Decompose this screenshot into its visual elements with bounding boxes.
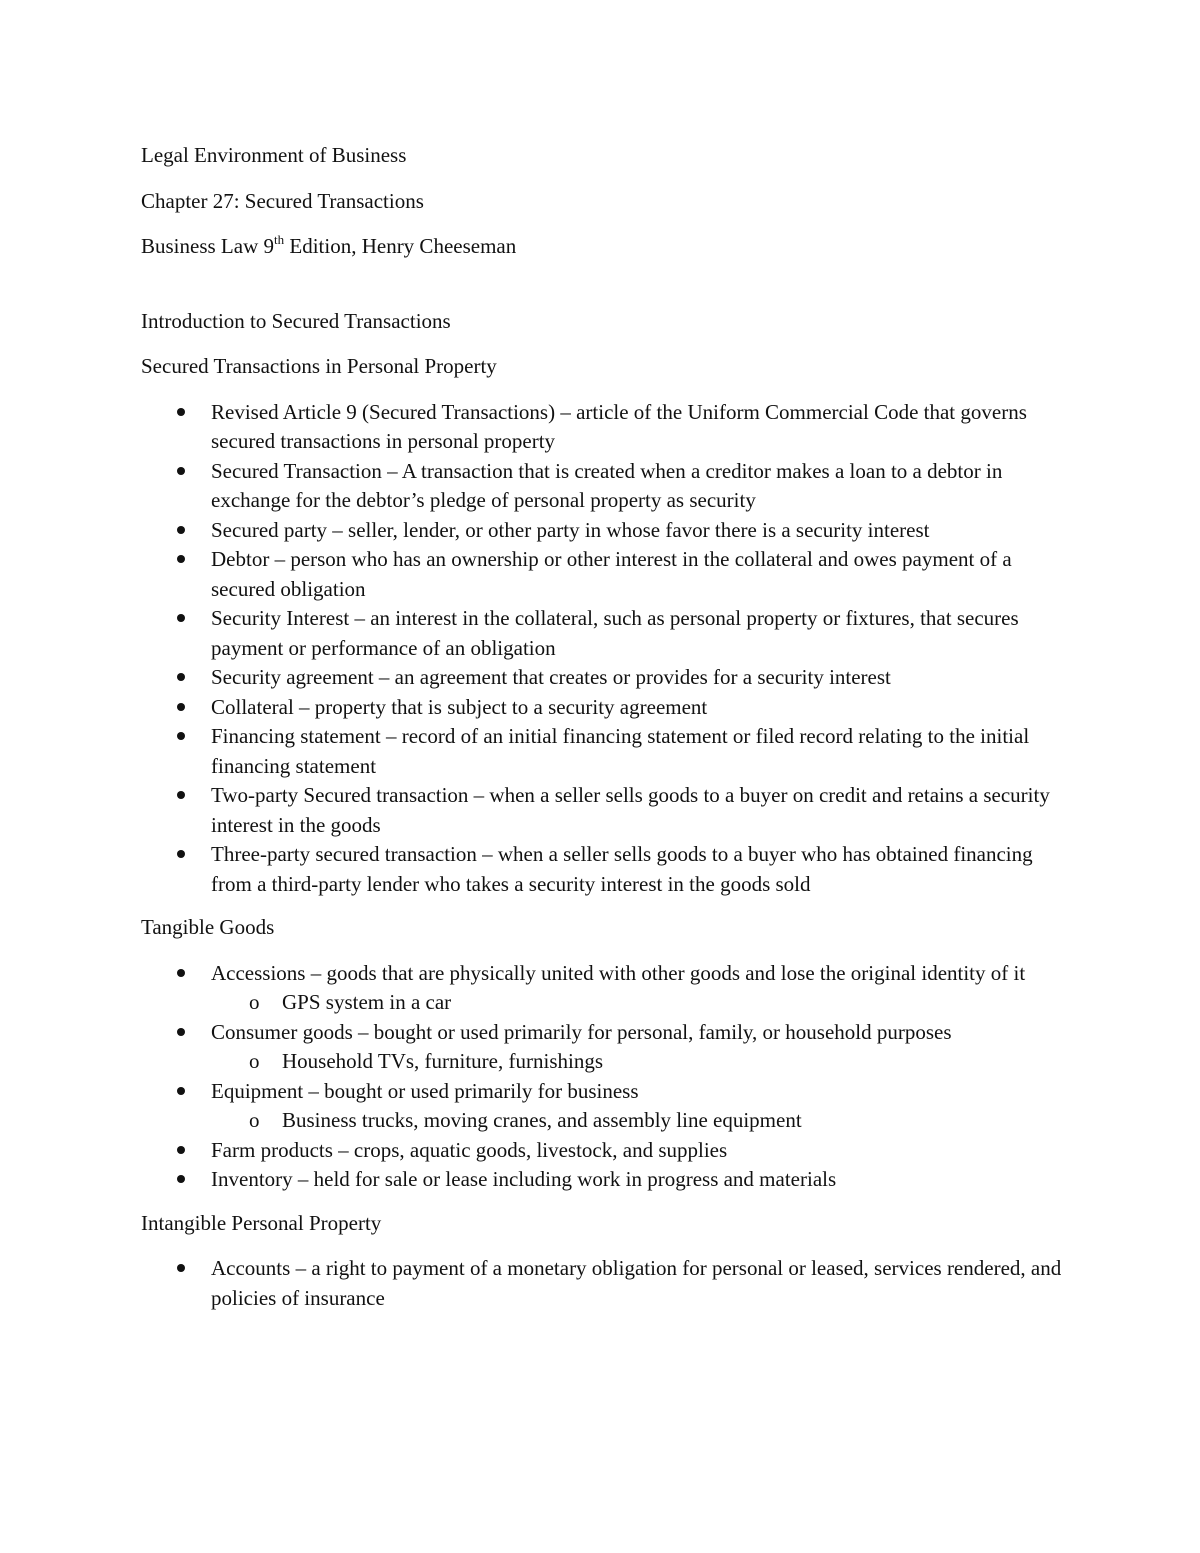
sub-list-item: o GPS system in a car [141, 988, 1071, 1018]
list-item: Inventory – held for sale or lease including work in progress and materials [141, 1165, 1071, 1195]
list-item: Farm products – crops, aquatic goods, livestock, and supplies [141, 1136, 1071, 1166]
list-item: Accounts – a right to payment of a monetary obligation for personal or leased, services rendered, and policies of insurance [141, 1254, 1071, 1313]
list-item: Secured Transaction – A transaction that is created when a creditor makes a loan to a debtor in exchange for the debtor’s pledge of personal property as security [141, 457, 1071, 516]
textbook-citation [141, 232, 1071, 262]
list-item: Revised Article 9 (Secured Transactions) – article of the Uniform Commercial Code that governs secured transactions in personal property [141, 398, 1071, 457]
list-item: Secured party – seller, lender, or other party in whose favor there is a security interest [141, 516, 1071, 546]
list-item: Consumer goods – bought or used primarily for personal, family, or household purposes [141, 1018, 1071, 1048]
list-item: Three-party secured transaction – when a seller sells goods to a buyer who has obtained financing from a third-party lender who takes a security interest in the goods sold [141, 840, 1071, 899]
course-title: Legal Environment of Business [141, 143, 407, 167]
bullet-list [141, 1254, 1071, 1313]
textbook-suffix: Edition, Henry Cheeseman [284, 234, 517, 258]
intro-heading: Introduction to Secured Transactions [141, 308, 451, 333]
list-item: Equipment – bought or used primarily for business [141, 1077, 1071, 1107]
list-item: Financing statement – record of an initial financing statement or filed record relating to the initial financing statement [141, 722, 1071, 781]
edition-superscript: th [274, 232, 285, 247]
list-item: Collateral – property that is subject to a security agreement [141, 693, 1071, 723]
section-heading: Secured Transactions in Personal Property [141, 354, 497, 378]
list-item: Debtor – person who has an ownership or other interest in the collateral and owes payment of a secured obligation [141, 545, 1071, 604]
chapter-title: Chapter 27: Secured Transactions [141, 188, 424, 213]
list-item: Two-party Secured transaction – when a seller sells goods to a buyer on credit and retains a security interest in the goods [141, 781, 1071, 840]
document-body [141, 141, 1071, 1327]
sub-list-item: o Business trucks, moving cranes, and assembly line equipment [141, 1106, 1071, 1136]
section-heading: Intangible Personal Property [141, 1210, 382, 1235]
list-item: Security Interest – an interest in the collateral, such as personal property or fixtures, that secures payment or performance of an obligation [141, 604, 1071, 663]
textbook-prefix: Business Law 9 [141, 234, 274, 258]
bullet-list [141, 959, 1071, 1195]
list-item: Accessions – goods that are physically united with other goods and lose the original identity of it [141, 959, 1071, 989]
section-heading: Tangible Goods [141, 915, 275, 939]
bullet-list [141, 398, 1071, 900]
sub-list-item: o Household TVs, furniture, furnishings [141, 1047, 1071, 1077]
list-item: Security agreement – an agreement that creates or provides for a security interest [141, 663, 1071, 693]
